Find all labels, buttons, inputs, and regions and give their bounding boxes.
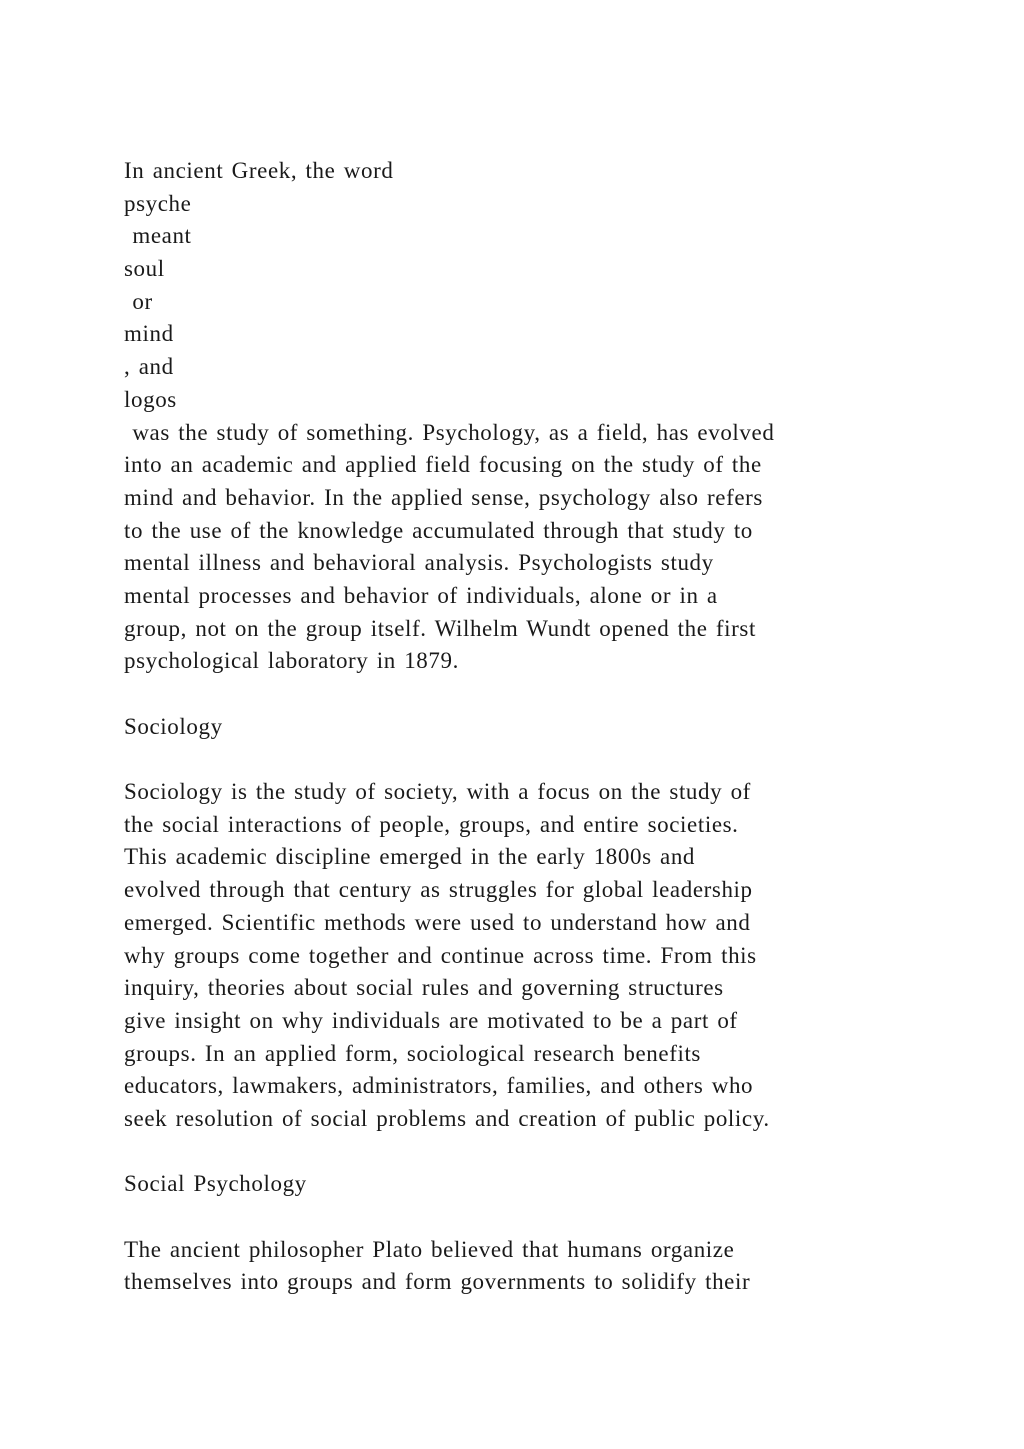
document-body (124, 155, 914, 1299)
text-line: themselves into groups and form governments to solidify their (124, 1269, 751, 1295)
text-line: mental illness and behavioral analysis. Psychologists study (124, 550, 714, 576)
text-line: emerged. Scientific methods were used to understand how and (124, 909, 751, 935)
text-line: mind and behavior. In the applied sense, psychology also refers (124, 484, 763, 510)
sociology-heading: Sociology (124, 713, 223, 739)
text-line: evolved through that century as struggles for global leadership (124, 877, 753, 903)
text-line: was the study of something. Psychology, as a field, has evolved (124, 419, 775, 445)
text-line: The ancient philosopher Plato believed that humans organize (124, 1236, 735, 1262)
text-line: groups. In an applied form, sociological research benefits (124, 1040, 701, 1066)
text-line: to the use of the knowledge accumulated through that study to (124, 517, 753, 543)
paragraph-gap (124, 678, 914, 711)
sociology-paragraph (124, 776, 914, 1136)
text-line: In ancient Greek, the word (124, 158, 394, 183)
text-line: give insight on why individuals are motivated to be a part of (124, 1007, 738, 1033)
text-line: educators, lawmakers, administrators, families, and others who (124, 1073, 754, 1099)
paragraph-gap (124, 743, 914, 776)
text-line: logos (124, 386, 177, 412)
social-psychology-heading: Social Psychology (124, 1171, 307, 1197)
text-line: or (124, 288, 153, 314)
paragraph-gap (124, 1136, 914, 1169)
text-line: inquiry, theories about social rules and governing structures (124, 975, 724, 1001)
text-line: the social interactions of people, groups, and entire societies. (124, 811, 739, 837)
text-line: psyche (124, 190, 192, 216)
text-line: This academic discipline emerged in the early 1800s and (124, 844, 696, 870)
text-line: mental processes and behavior of individuals, alone or in a (124, 582, 718, 608)
text-line: group, not on the group itself. Wilhelm Wundt opened the first (124, 615, 756, 641)
social-psychology-paragraph (124, 1234, 914, 1299)
paragraph-gap (124, 1201, 914, 1234)
intro-paragraph (124, 155, 914, 678)
text-line: , and (124, 354, 174, 380)
text-line: psychological laboratory in 1879. (124, 648, 459, 674)
text-line: seek resolution of social problems and creation of public policy. (124, 1105, 770, 1131)
text-line: into an academic and applied field focusing on the study of the (124, 452, 762, 478)
text-line: meant (124, 223, 192, 249)
text-line: Sociology is the study of society, with a focus on the study of (124, 779, 751, 805)
text-line: mind (124, 321, 174, 347)
text-line: soul (124, 256, 165, 282)
text-line: why groups come together and continue across time. From this (124, 942, 757, 968)
